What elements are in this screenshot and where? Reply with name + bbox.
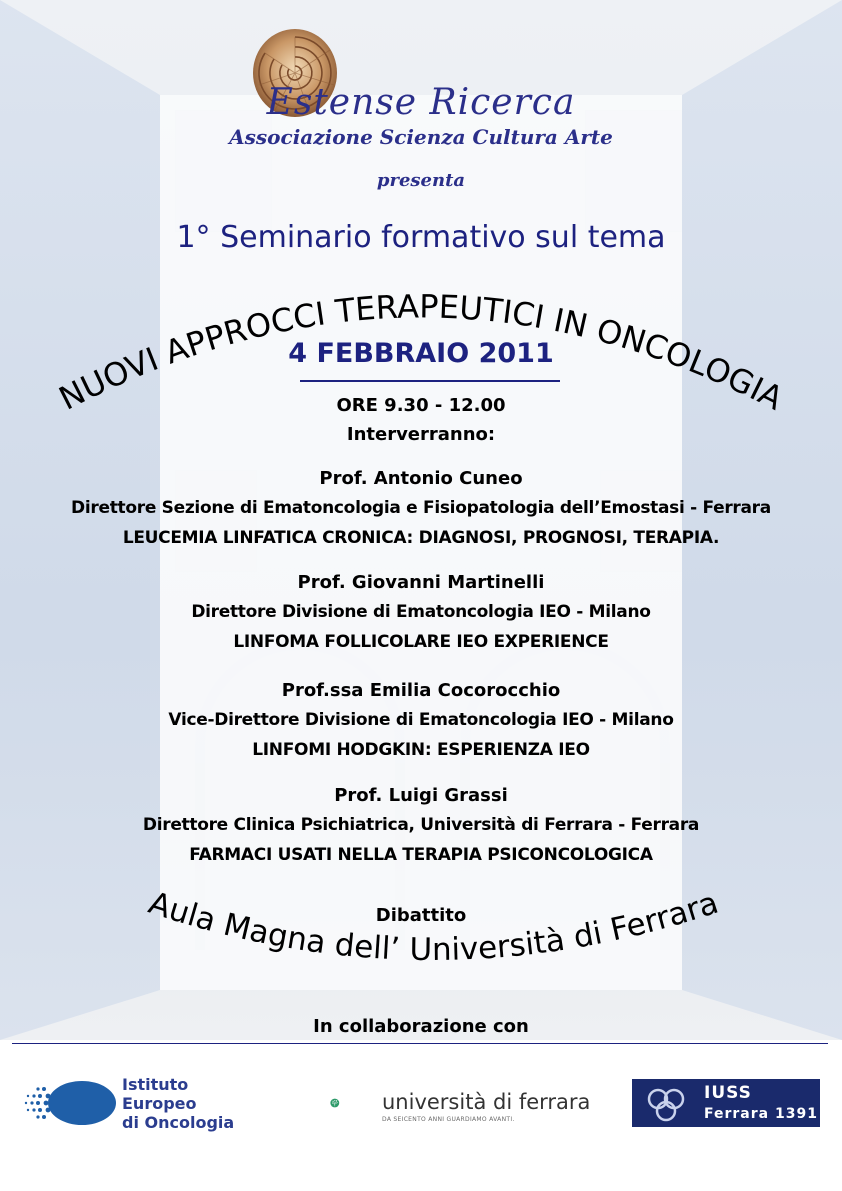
speaker-topic: LINFOMA FOLLICOLARE IEO EXPERIENCE <box>233 632 609 652</box>
iuss-rings-icon <box>636 1079 696 1127</box>
iuss-subtitle: Ferrara 1391 <box>704 1106 818 1122</box>
ieo-name: Istituto Europeo di Oncologia <box>122 1075 235 1132</box>
speaker-name: Prof.ssa Emilia Cocorocchio <box>281 680 561 701</box>
speaker-role: Direttore Divisione di Ematoncologia IEO - Milano <box>191 602 651 622</box>
speaker-topic: FARMACI USATI NELLA TERAPIA PSICONCOLOGICA <box>189 845 653 865</box>
speaker-name: Prof. Luigi Grassi <box>334 785 508 806</box>
speaker-role: Direttore Sezione di Ematoncologia e Fisiopatologia dell’Emostasi - Ferrara <box>71 498 771 518</box>
collaboration-divider <box>12 1043 828 1044</box>
speaker-topic: LINFOMI HODGKIN: ESPERIENZA IEO <box>252 740 590 760</box>
event-date: 4 FEBBRAIO 2011 <box>288 338 554 369</box>
unife-tree-logo <box>330 1078 380 1128</box>
presents-label: presenta <box>376 170 466 191</box>
speaker-topic: LEUCEMIA LINFATICA CRONICA: DIAGNOSI, PROGNOSI, TERAPIA. <box>122 528 720 548</box>
debate-label: Dibattito <box>375 905 467 926</box>
speaker-name: Prof. Antonio Cuneo <box>319 468 523 489</box>
speaker-role: Direttore Clinica Psichiatrica, Università di Ferrara - Ferrara <box>142 815 700 835</box>
speaker-name: Prof. Giovanni Martinelli <box>297 572 545 593</box>
iuss-name: IUSS <box>704 1083 752 1103</box>
speakers-heading: Interverranno: <box>346 424 496 445</box>
event-time: ORE 9.30 - 12.00 <box>336 395 506 416</box>
unife-name: università di ferrara <box>382 1090 591 1114</box>
collaboration-label: In collaborazione con <box>313 1016 529 1037</box>
venue-arc <box>0 870 842 1000</box>
date-underline <box>300 380 560 382</box>
theme-title: NUOVI APPROCCI TERAPEUTICI IN ONCOLOGIA <box>52 287 790 418</box>
unife-tagline: DA SEICENTO ANNI GUARDIAMO AVANTI. <box>382 1116 515 1123</box>
seminar-title: 1° Seminario formativo sul tema <box>176 220 666 255</box>
speaker-role: Vice-Direttore Divisione di Ematoncologia IEO - Milano <box>168 710 674 730</box>
organization-name: Estense Ricerca <box>266 82 576 123</box>
venue-text: Aula Magna dell’ Università di Ferrara <box>144 884 723 969</box>
organization-subtitle: Associazione Scienza Cultura Arte <box>229 125 613 149</box>
